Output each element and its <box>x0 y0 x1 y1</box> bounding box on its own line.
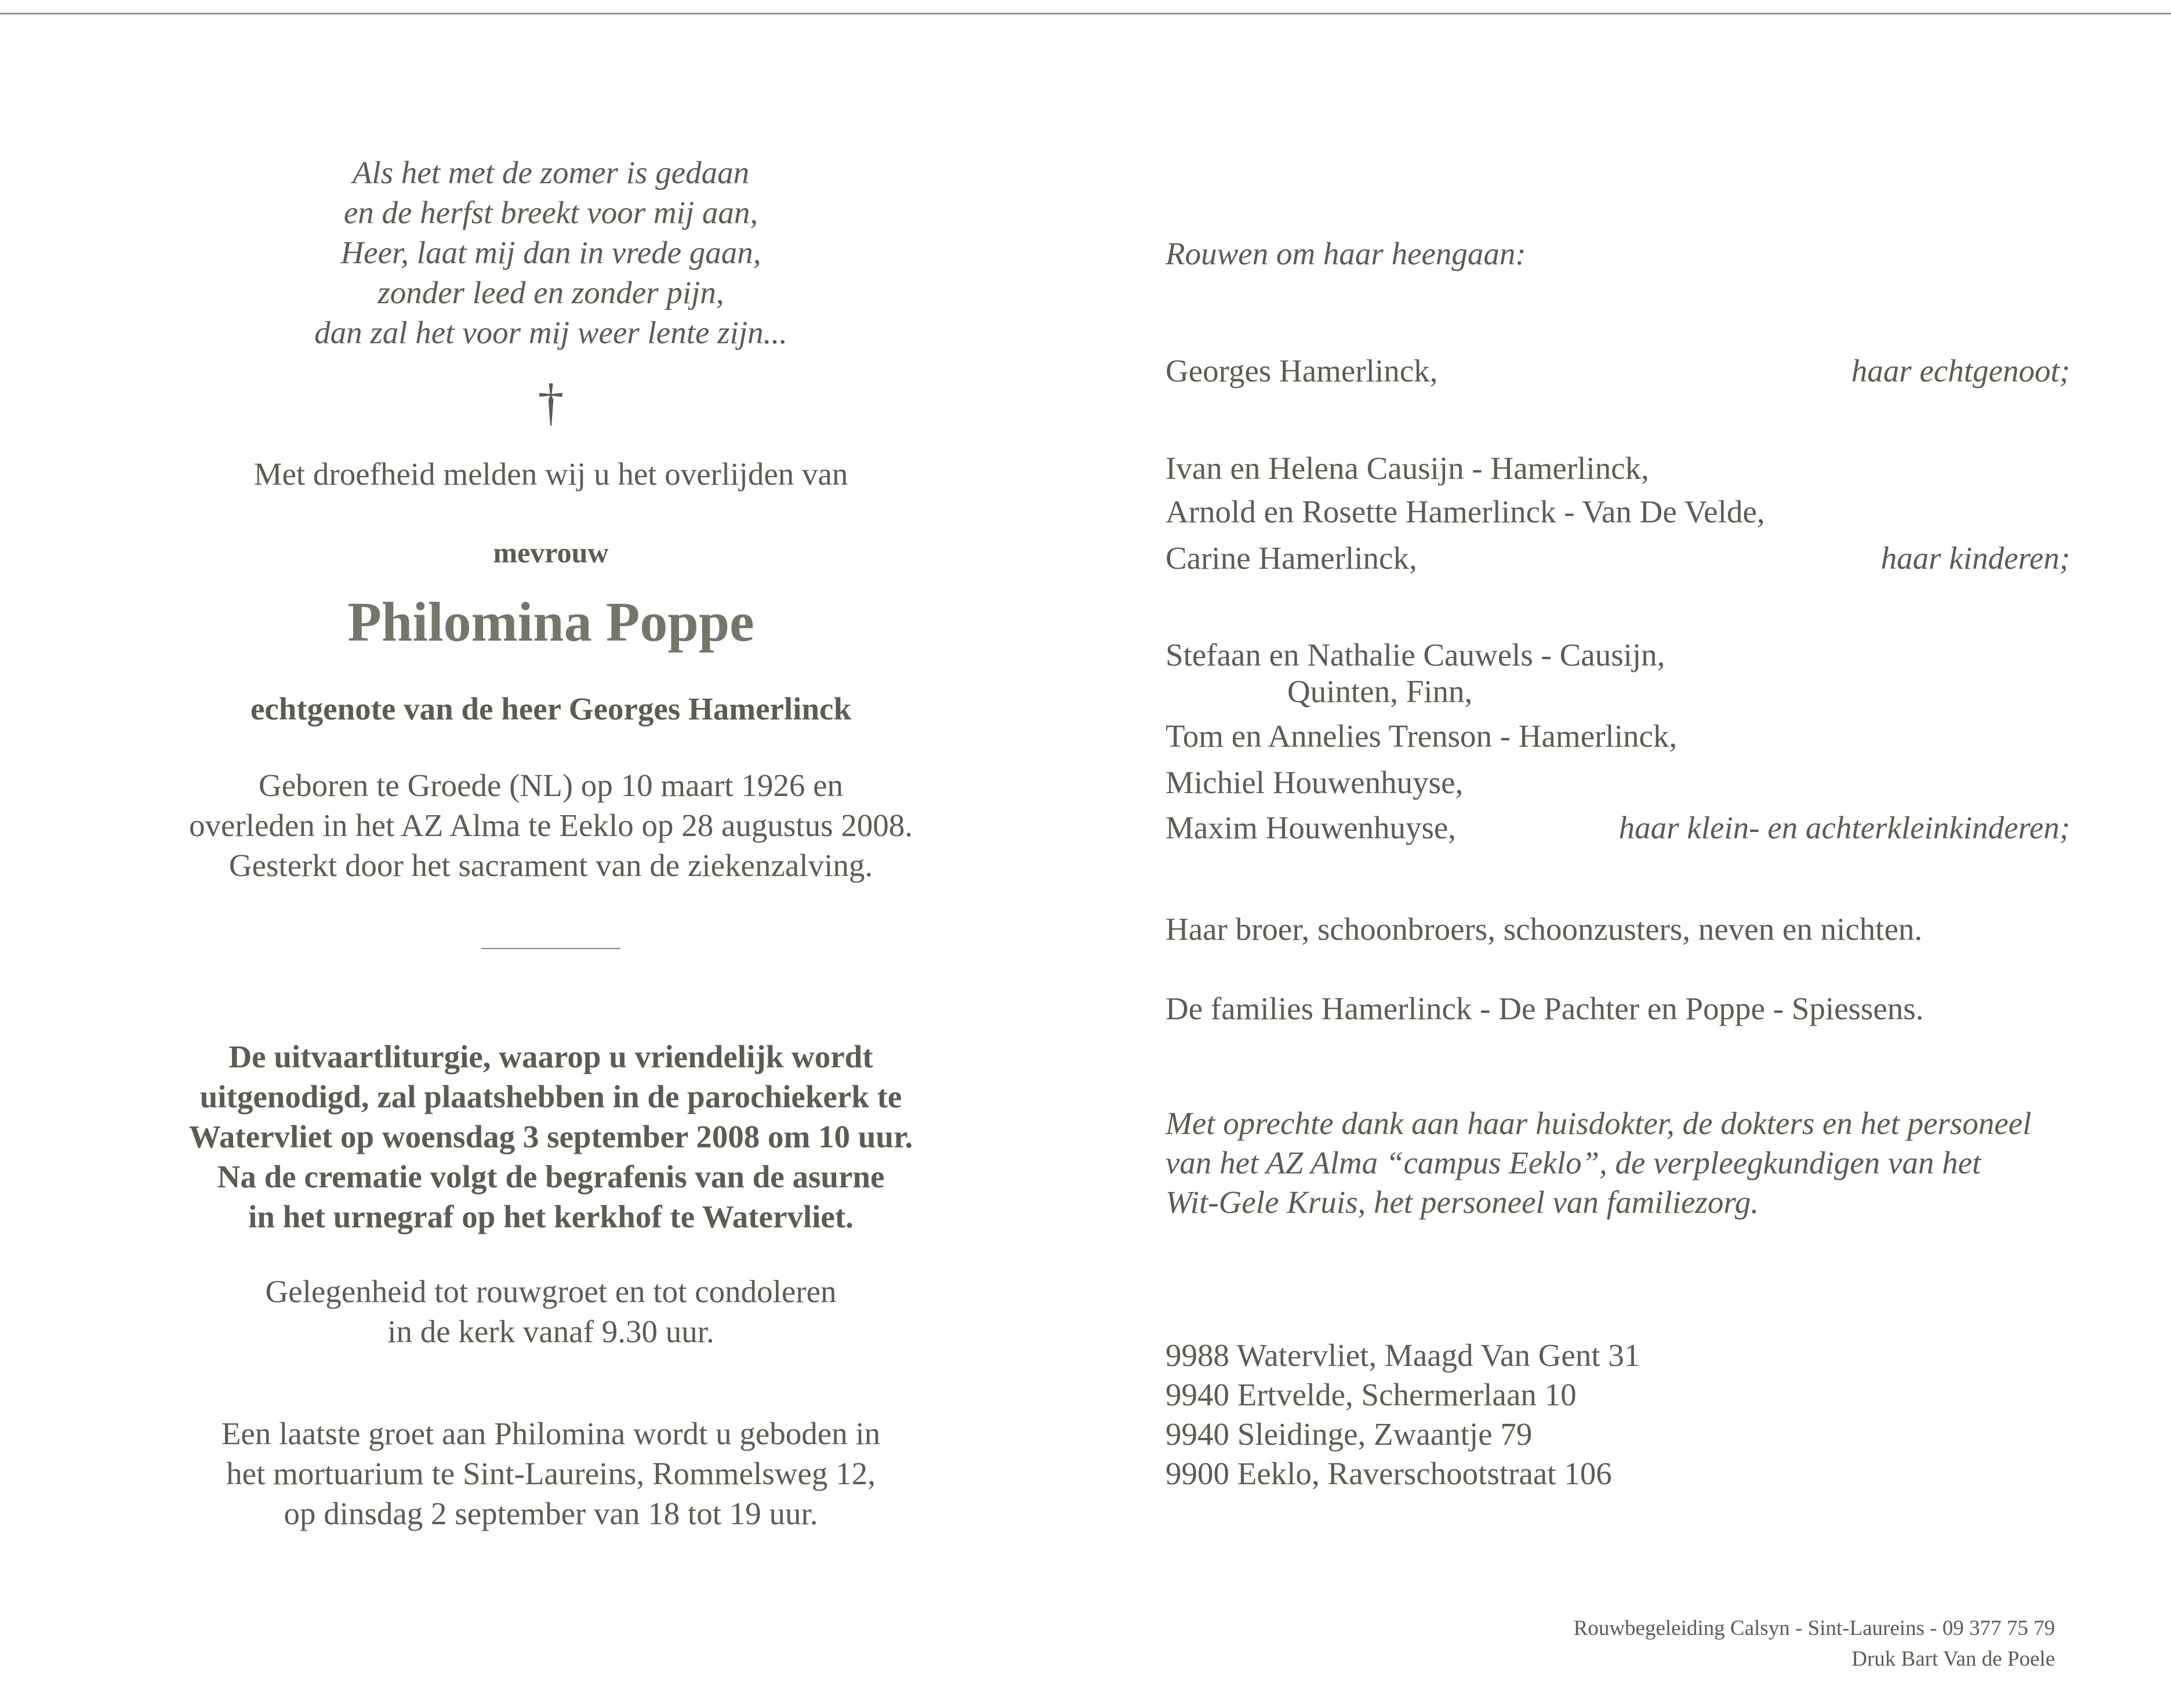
address-line: 9940 Sleidinge, Zwaantje 79 <box>1166 1416 1533 1452</box>
spouse-name: Georges Hamerlinck, <box>1166 353 1438 388</box>
thanks-line: Wit-Gele Kruis, het personeel van familiezorg. <box>1166 1184 1759 1220</box>
last-greeting-line: Een laatste groet aan Philomina wordt u geboden in <box>221 1416 881 1451</box>
child-line: Arnold en Rosette Hamerlinck - Van De Velde, <box>1166 494 1765 529</box>
top-border-line <box>0 13 2171 14</box>
poem-line: en de herfst breekt voor mij aan, <box>343 195 758 230</box>
condolence-line: Gelegenheid tot rouwgroet en tot condoleren <box>265 1274 837 1309</box>
address-line: 9940 Ertvelde, Schermerlaan 10 <box>1166 1377 1577 1412</box>
last-greeting-line: het mortuarium te Sint-Laureins, Rommelsweg 12, <box>226 1456 876 1491</box>
child-line: Carine Hamerlinck, <box>1166 540 1417 576</box>
cross-icon: † <box>538 374 564 431</box>
grandchild-line: Tom en Annelies Trenson - Hamerlinck, <box>1166 718 1678 754</box>
address-line: 9900 Eeklo, Raverschootstraat 106 <box>1166 1456 1612 1491</box>
relatives-line: Haar broer, schoonbroers, schoonzusters, neven en nichten. <box>1166 911 1923 947</box>
birth-death-line: Geboren te Groede (NL) op 10 maart 1926 en <box>259 768 843 803</box>
birth-death-line: overleden in het AZ Alma te Eeklo op 28 augustus 2008. <box>189 808 913 843</box>
funeral-line: Watervliet op woensdag 3 september 2008 om 10 uur. <box>188 1119 913 1154</box>
children-role: haar kinderen; <box>1880 540 2070 576</box>
funeral-line: uitgenodigd, zal plaatshebben in de parochiekerk te <box>199 1079 902 1114</box>
spouse-role: haar echtgenoot; <box>1851 353 2070 388</box>
last-greeting-line: op dinsdag 2 september van 18 tot 19 uur. <box>284 1496 818 1531</box>
child-line: Ivan en Helena Causijn - Hamerlinck, <box>1166 450 1649 486</box>
funeral-line: Na de crematie volgt de begrafenis van de asurne <box>217 1159 885 1194</box>
grandchild-line: Quinten, Finn, <box>1287 674 1473 709</box>
grandchild-line: Stefaan en Nathalie Cauwels - Causijn, <box>1166 637 1665 673</box>
poem-line: dan zal het voor mij weer lente zijn... <box>314 315 787 350</box>
poem-line: zonder leed en zonder pijn, <box>377 275 724 310</box>
spouse-line: echtgenote van de heer Georges Hamerlinck <box>250 691 852 726</box>
honorific: mevrouw <box>493 536 609 569</box>
deceased-name: Philomina Poppe <box>347 591 754 653</box>
birth-death-line: Gesterkt door het sacrament van de ziekenzalving. <box>228 848 873 883</box>
poem-line: Als het met de zomer is gedaan <box>352 155 750 190</box>
funeral-line: De uitvaartliturgie, waarop u vriendelijk wordt <box>228 1039 873 1074</box>
funeral-line: in het urnegraf op het kerkhof te Watervliet. <box>248 1199 854 1234</box>
footer-printer: Druk Bart Van de Poele <box>1851 1647 2055 1671</box>
address-line: 9988 Watervliet, Maagd Van Gent 31 <box>1166 1338 1640 1373</box>
poem-line: Heer, laat mij dan in vrede gaan, <box>340 235 761 270</box>
grandchild-line: Maxim Houwenhuyse, <box>1166 810 1457 845</box>
mourners-heading: Rouwen om haar heengaan: <box>1166 236 1526 271</box>
footer-funeral-home: Rouwbegeleiding Calsyn - Sint-Laureins - 09 377 75 79 <box>1573 1616 2055 1640</box>
grandchild-line: Michiel Houwenhuyse, <box>1166 765 1464 800</box>
grandchildren-role: haar klein- en achterkleinkinderen; <box>1618 810 2070 845</box>
intro-text: Met droefheid melden wij u het overlijden van <box>253 456 848 492</box>
thanks-line: van het AZ Alma “campus Eeklo”, de verpleegkundigen van het <box>1166 1145 1981 1180</box>
families-line: De families Hamerlinck - De Pachter en Poppe - Spiessens. <box>1166 991 1924 1026</box>
thanks-line: Met oprechte dank aan haar huisdokter, de dokters en het personeel <box>1166 1106 2032 1141</box>
condolence-line: in de kerk vanaf 9.30 uur. <box>387 1314 714 1349</box>
section-divider <box>481 948 620 949</box>
